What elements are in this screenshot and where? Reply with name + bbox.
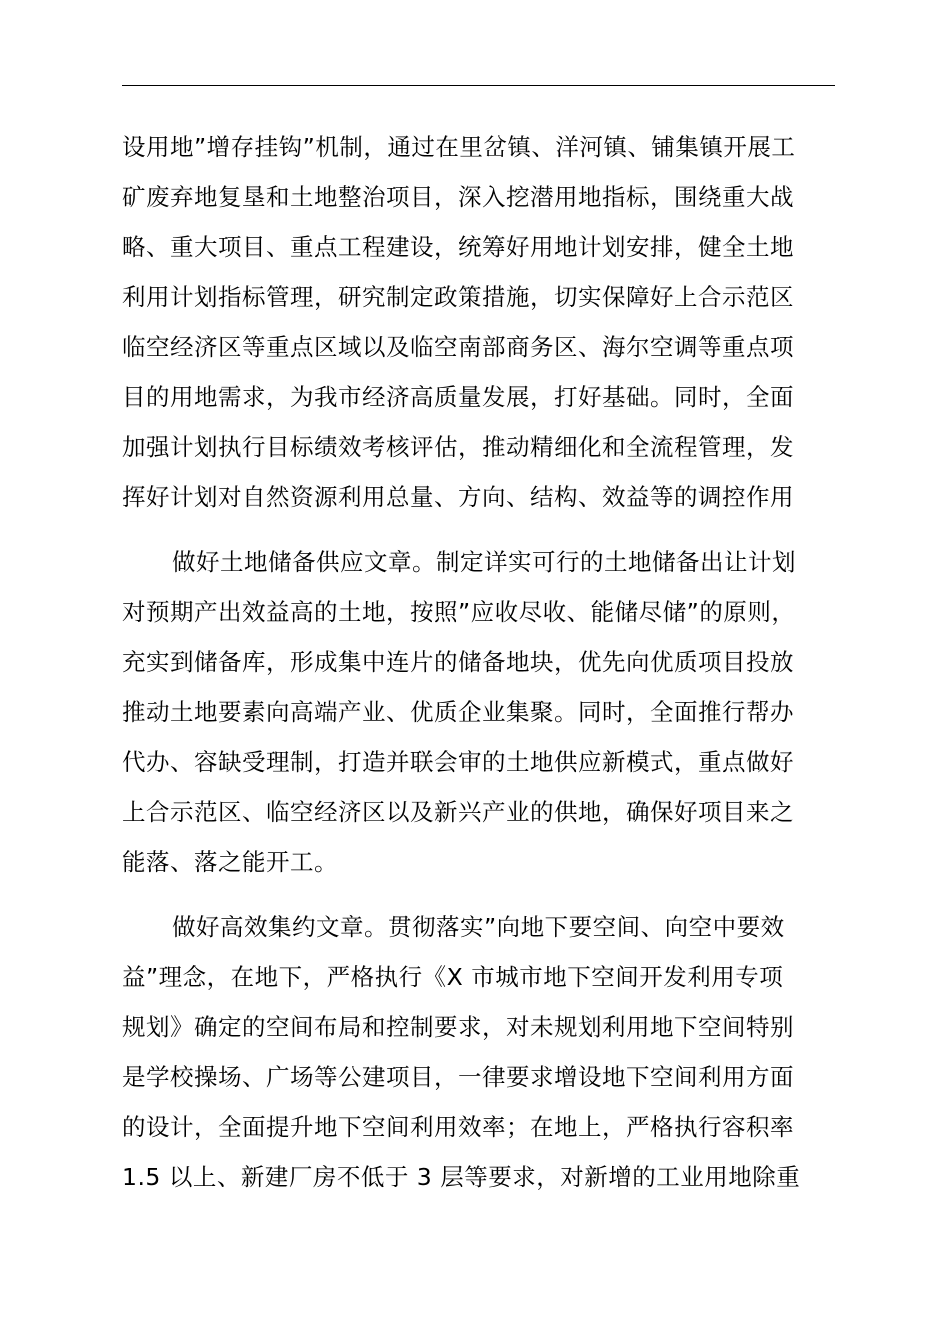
text-line: 规划》确定的空间布局和控制要求，对未规划利用地下空间特别 xyxy=(122,1013,794,1041)
text-line: 做好高效集约文章。贯彻落实”向地下要空间、向空中要效 xyxy=(172,913,785,941)
text-line: 略、重大项目、重点工程建设，统筹好用地计划安排，健全土地 xyxy=(122,233,794,261)
text-line: 能落、落之能开工。 xyxy=(122,848,338,876)
text-line: 矿废弃地复垦和土地整治项目，深入挖潜用地指标，围绕重大战 xyxy=(122,183,794,211)
text-line: 上合示范区、临空经济区以及新兴产业的供地，确保好项目来之 xyxy=(122,798,794,826)
text-line: 代办、容缺受理制，打造并联会审的土地供应新模式，重点做好 xyxy=(122,748,794,776)
text-line: 对预期产出效益高的土地，按照”应收尽收、能储尽储”的原则， xyxy=(122,598,796,626)
text-line: 挥好计划对自然资源利用总量、方向、结构、效益等的调控作用 xyxy=(122,483,794,511)
text-line: 充实到储备库，形成集中连片的储备地块，优先向优质项目投放 xyxy=(122,648,794,676)
text-line: 目的用地需求，为我市经济高质量发展，打好基础。同时，全面 xyxy=(122,383,794,411)
text-line: 加强计划执行目标绩效考核评估，推动精细化和全流程管理，发 xyxy=(122,433,794,461)
text-line: 临空经济区等重点区域以及临空南部商务区、海尔空调等重点项 xyxy=(122,333,794,361)
text-line: 的设计，全面提升地下空间利用效率；在地上，严格执行容积率 xyxy=(122,1113,794,1141)
text-line: 是学校操场、广场等公建项目，一律要求增设地下空间利用方面 xyxy=(122,1063,794,1091)
header-rule xyxy=(122,85,835,86)
text-line: 利用计划指标管理，研究制定政策措施，切实保障好上合示范区 xyxy=(122,283,794,311)
text-line: 做好土地储备供应文章。制定详实可行的土地储备出让计划 xyxy=(172,548,796,576)
text-line: 推动土地要素向高端产业、优质企业集聚。同时，全面推行帮办 xyxy=(122,698,794,726)
text-line: 益”理念，在地下，严格执行《X 市城市地下空间开发利用专项 xyxy=(122,963,784,991)
text-line: 1.5 以上、新建厂房不低于 3 层等要求，对新增的工业用地除重 xyxy=(122,1163,801,1191)
text-line: 设用地”增存挂钩”机制，通过在里岔镇、洋河镇、铺集镇开展工 xyxy=(122,133,796,161)
